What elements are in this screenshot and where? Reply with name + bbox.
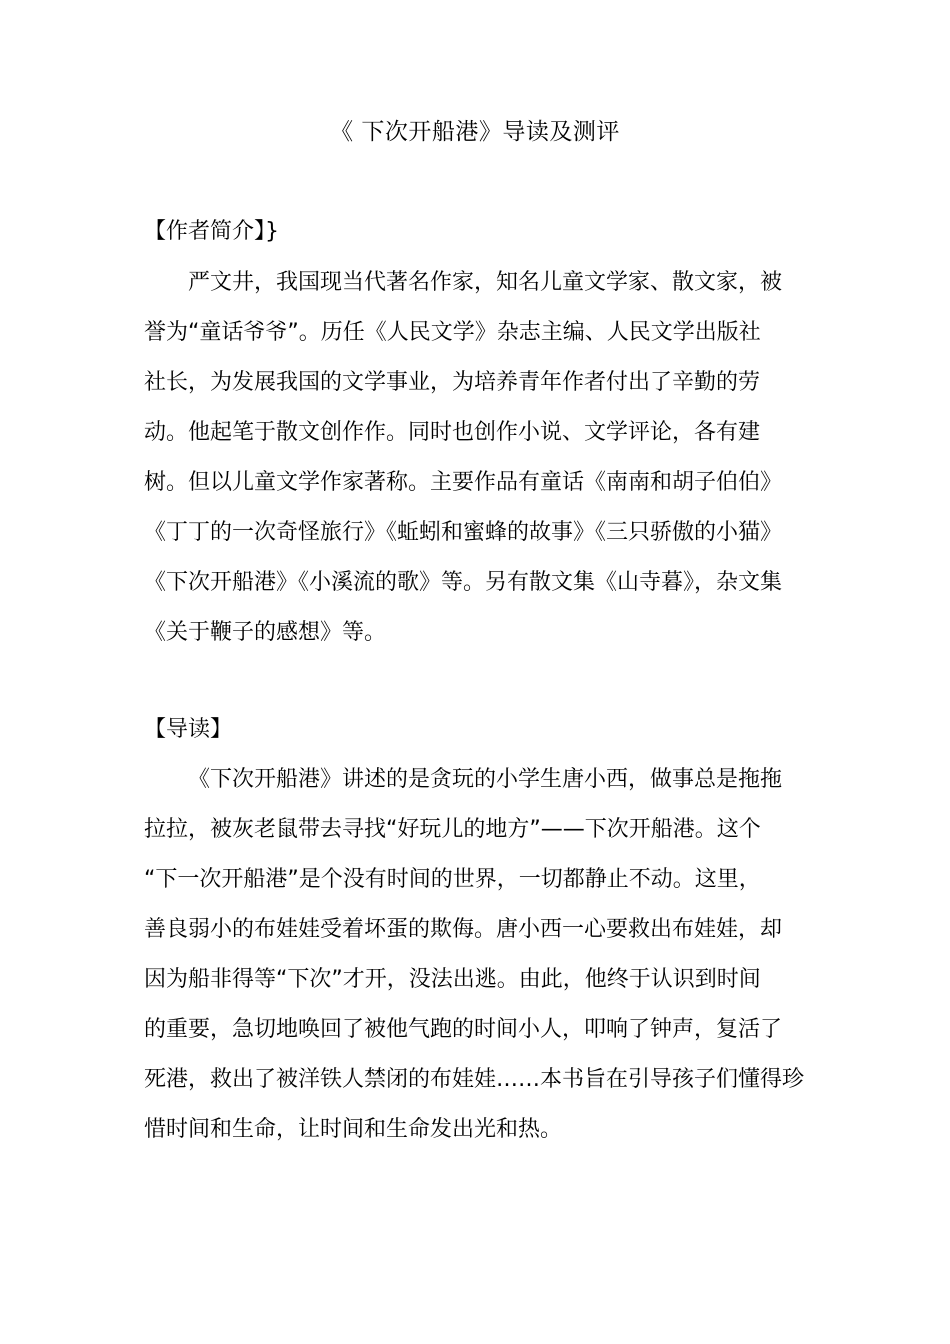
paragraph-line: 《下次开船港》《小溪流的歌》等。另有散文集《山寺暮》，杂文集 (144, 570, 783, 595)
section-heading-author: 【作者简介】} (144, 219, 279, 244)
paragraph-line: 《下次开船港》讲述的是贪玩的小学生唐小西，做事总是拖拖 (188, 767, 783, 792)
paragraph-line: 因为船非得等“下次”才开，没法出逃。由此，他终于认识到时间 (144, 967, 761, 992)
paragraph-line: 社长，为发展我国的文学事业，为培养青年作者付出了辛勤的劳 (144, 370, 761, 395)
paragraph-line: 拉拉，被灰老鼠带去寻找“好玩儿的地方”——下次开船港。这个 (144, 817, 761, 842)
paragraph-line: “下一次开船港”是个没有时间的世界，一切都静止不动。这里， (144, 867, 761, 892)
paragraph-line: 惜时间和生命，让时间和生命发出光和热。 (144, 1117, 563, 1142)
paragraph-line: 严文井，我国现当代著名作家，知名儿童文学家、散文家，被 (188, 270, 783, 295)
paragraph-line: 善良弱小的布娃娃受着坏蛋的欺侮。唐小西一心要救出布娃娃，却 (144, 917, 783, 942)
paragraph-line: 誉为“童话爷爷”。历任《人民文学》杂志主编、人民文学出版社 (144, 320, 761, 345)
section-heading-guide: 【导读】 (144, 717, 233, 742)
paragraph-line: 动。他起笔于散文创作作。同时也创作小说、文学评论，各有建 (144, 420, 761, 445)
document-title: 《 下次开船港》导读及测评 (330, 119, 620, 145)
author-paragraph (144, 258, 814, 658)
guide-paragraph (144, 755, 814, 1155)
paragraph-line: 《关于鞭子的感想》等。 (144, 620, 387, 645)
paragraph-line: 的重要，急切地唤回了被他气跑的时间小人，叩响了钟声，复活了 (144, 1017, 783, 1042)
paragraph-line: 死港，救出了被洋铁人禁闭的布娃娃……本书旨在引导孩子们懂得珍 (144, 1067, 805, 1092)
paragraph-line: 《丁丁的一次奇怪旅行》《蚯蚓和蜜蜂的故事》《三只骄傲的小猫》 (144, 520, 783, 545)
paragraph-line: 树。但以儿童文学作家著称。主要作品有童话《南南和胡子伯伯》 (144, 470, 783, 495)
